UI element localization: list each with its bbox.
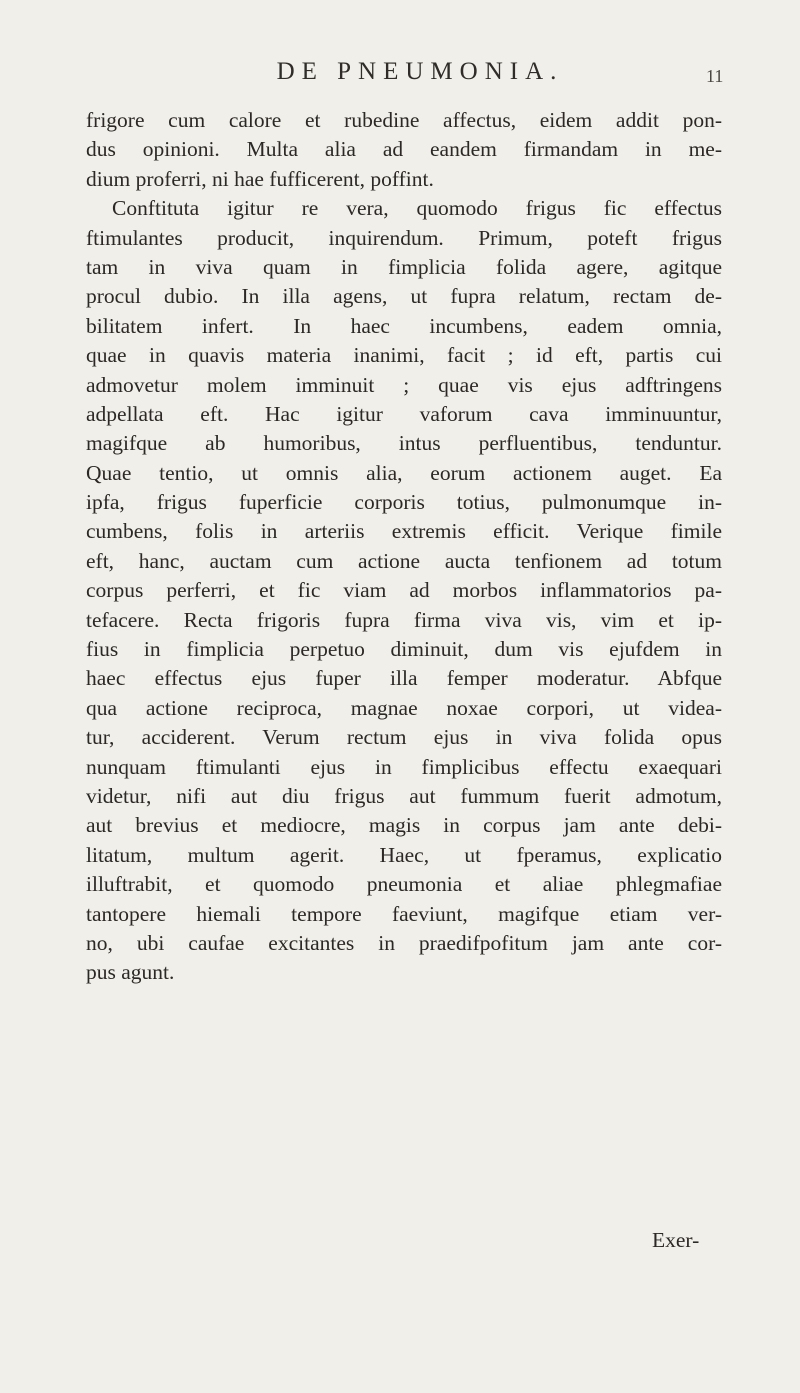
- page-number: 11: [706, 66, 724, 86]
- text-line: pus agunt.: [86, 960, 175, 985]
- text-line: Conftituta igitur re vera, quomodo frigus fic effectus: [112, 196, 722, 221]
- text-line: no, ubi caufae excitantes in praedifpofitum jam ante cor-: [86, 930, 722, 955]
- text-line: adpellata eft. Hac igitur vaforum cava imminuuntur,: [86, 401, 722, 426]
- text-line: ftimulantes producit, inquirendum. Primum, poteft frigus: [86, 225, 722, 250]
- text-line: corpus perferri, et fic viam ad morbos inflammatorios pa-: [86, 578, 722, 603]
- text-line: quae in quavis materia inanimi, facit ; id eft, partis cui: [86, 343, 722, 368]
- text-line: illuftrabit, et quomodo pneumonia et aliae phlegmafiae: [86, 872, 722, 897]
- text-line: magifque ab humoribus, intus perfluentibus, tenduntur.: [86, 431, 722, 456]
- text-line: frigore cum calore et rubedine affectus, eidem addit pon-: [86, 108, 722, 132]
- text-line: procul dubio. In illa agens, ut fupra relatum, rectam de-: [86, 284, 722, 309]
- text-line: admovetur molem imminuit ; quae vis ejus adftringens: [86, 372, 722, 397]
- text-line: tantopere hiemali tempore faeviunt, magifque etiam ver-: [86, 901, 722, 926]
- text-line: dus opinioni. Multa alia ad eandem firmandam in me-: [86, 137, 722, 162]
- text-line: ipfa, frigus fuperficie corporis totius, pulmonumque in-: [86, 490, 722, 515]
- text-line: nunquam ftimulanti ejus in fimplicibus effectu exaequari: [86, 754, 722, 779]
- running-title: DE PNEUMONIA.: [276, 58, 564, 85]
- text-line: tam in viva quam in fimplicia folida agere, agitque: [86, 254, 722, 279]
- text-line: litatum, multum agerit. Haec, ut fperamus, explicatio: [86, 842, 722, 867]
- text-line: haec effectus ejus fuper illa femper moderatur. Abfque: [86, 666, 722, 691]
- text-line: dium proferri, ni hae fufficerent, poffint.: [86, 166, 434, 191]
- body-text: [86, 106, 722, 988]
- text-line: eft, hanc, auctam cum actione aucta tenfionem ad totum: [86, 548, 722, 573]
- text-line: qua actione reciproca, magnae noxae corpori, ut videa-: [86, 695, 722, 720]
- text-line: Quae tentio, ut omnis alia, eorum actionem auget. Ea: [86, 460, 722, 485]
- text-line: aut brevius et mediocre, magis in corpus jam ante debi-: [86, 813, 722, 838]
- text-line: videtur, nifi aut diu frigus aut fummum fuerit admotum,: [86, 783, 722, 808]
- text-line: tefacere. Recta frigoris fupra firma viva vis, vim et ip-: [86, 607, 722, 632]
- text-line: bilitatem infert. In haec incumbens, eadem omnia,: [86, 313, 722, 338]
- catchword: Exer-: [652, 1228, 700, 1252]
- text-line: cumbens, folis in arteriis extremis efficit. Verique fimile: [86, 519, 722, 544]
- text-line: tur, acciderent. Verum rectum ejus in viva folida opus: [86, 725, 722, 750]
- text-line: fius in fimplicia perpetuo diminuit, dum vis ejufdem in: [86, 637, 722, 662]
